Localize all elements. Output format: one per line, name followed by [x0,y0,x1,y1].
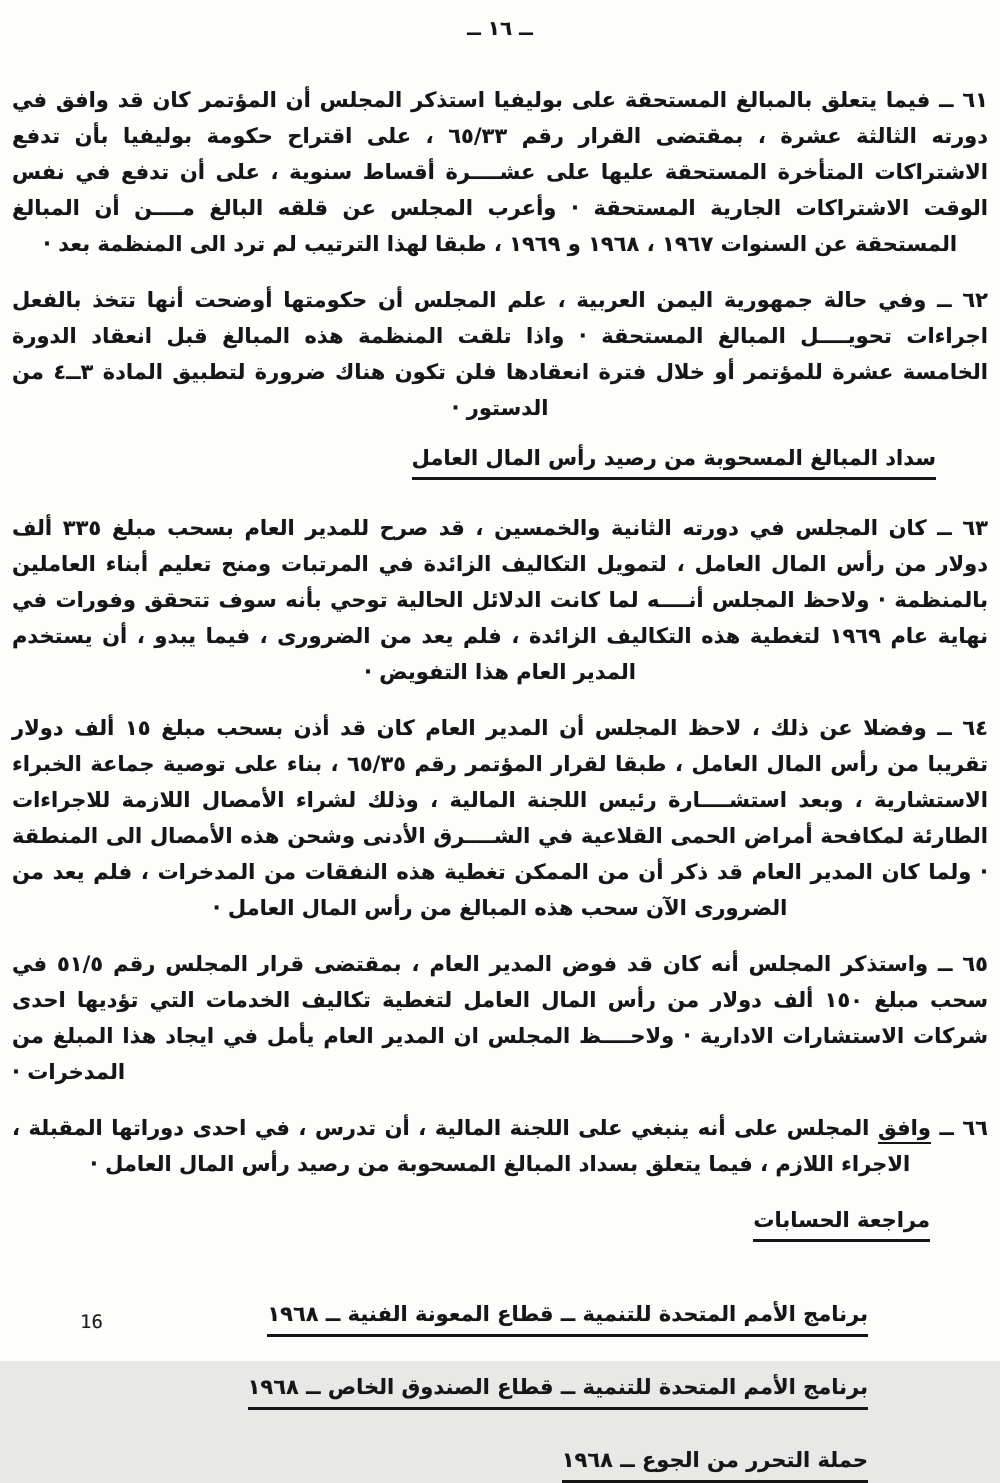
paragraph-66-number: ٦٦ ــ [930,1116,988,1140]
audit-item-undp-technical-assistance-text: برنامج الأمم المتحدة للتنمية ــ قطاع المعونة الفنية ــ ١٩٦٨ [267,1302,868,1337]
section-heading-working-capital [12,446,936,480]
section-heading-working-capital-text: سداد المبالغ المسحوبة من رصيد رأس المال العامل [412,446,936,480]
paragraph-66-underlined-word: وافق [878,1116,931,1144]
paragraph-66 [12,1110,988,1182]
audit-item-undp-technical-assistance [12,1302,868,1337]
audit-item-freedom-from-hunger-text: حملة التحرر من الجوع ــ ١٩٦٨ [562,1448,868,1483]
section-heading-audit [12,1208,930,1242]
audit-item-undp-special-fund [12,1375,868,1410]
audit-item-undp-special-fund-text: برنامج الأمم المتحدة للتنمية ــ قطاع الصندوق الخاص ــ ١٩٦٨ [248,1375,868,1410]
paragraph-65: ٦٥ ــ واستذكر المجلس أنه كان قد فوض المدير العام ، بمقتضى قرار المجلس رقم ٥‏/‏٥١ في سحب مبلغ ١٥٠ ألف دولار من رأس المال العامل لتغطية تكاليف الخدمات التي تؤديها احدى شركات الاستشارات الادارية · ولاحــــظ المجلس ان المدير العام يأمل في ايجاد هذا المبلغ من المدخرات · [12,952,988,1084]
paragraph-64: ٦٤ ــ وفضلا عن ذلك ، لاحظ المجلس أن المدير العام كان قد أذن بسحب مبلغ ١٥ ألف دولار تقريبا من رأس المال العامل ، طبقا لقرار المؤتمر رقم ٣٥‏/‏٦٥ ، بناء على توصية جماعة الخبراء الاستشارية ، وبعد استشــــارة رئيس اللجنة المالية ، وذلك لشراء الأمصال اللازمة للاجراءات الطارئة لمكافحة أمراض الحمى القلاعية في الشــــرق الأدنى وشحن هذه الأمصال الى المنطقة · ولما كان المدير العام قد ذكر أن من الممكن تغطية هذه النفقات من المدخرات ، فلم يعد من الضرورى الآن سحب هذه المبالغ من رأس المال العامل · [12,716,988,920]
audit-item-freedom-from-hunger [12,1448,868,1483]
page-number-header: ــ ١٦ ــ [467,16,533,40]
paragraph-66-rest: المجلس على أنه ينبغي على اللجنة المالية ، أن تدرس ، في احدى دوراتها المقبلة ، الاجراء اللازم ، فيما يتعلق بسداد المبالغ المسحوبة من رصيد رأس المال العامل · [12,1116,911,1176]
page-number-footer: 16 [80,1311,103,1333]
paragraph-63: ٦٣ ــ كان المجلس في دورته الثانية والخمسين ، قد صرح للمدير العام بسحب مبلغ ٣٣٥ ألف دولار من رأس المال العامل ، لتمويل التكاليف الزائدة في المرتبات ومنح تعليم أبناء العاملين بالمنظمة · ولاحظ المجلس أنــــه لما كانت الدلائل الحالية توحي بأنه سوف تتحقق وفورات في نهاية عام ١٩٦٩ لتغطية هذه التكاليف الزائدة ، فلم يعد من الضرورى ، فيما يبدو ، أن يستخدم المدير العام هذا التفويض · [12,516,989,684]
paragraph-62: ٦٢ ــ وفي حالة جمهورية اليمن العربية ، علم المجلس أن حكومتها أوضحت أنها تتخذ بالفعل اجراءات تحويــــل المبالغ المستحقة · واذا تلقت المنظمة هذه المبالغ قبل انعقاد الدورة الخامسة عشرة للمؤتمر أو خلال فترة انعقادها فلن تكون هناك ضرورة لتطبيق المادة ٣ــ٤ من الدستور · [12,288,988,420]
paragraph-61: ٦١ ــ فيما يتعلق بالمبالغ المستحقة على بوليفيا استذكر المجلس أن المؤتمر كان قد وافق في دورته الثالثة عشرة ، بمقتضى القرار رقم ٣٣‏/‏٦٥ ، على اقتراح حكومة بوليفيا بأن تدفع الاشتراكات المتأخرة المستحقة عليها على عشــــرة أقساط سنوية ، على أن تدفع في نفس الوقت الاشتراكات الجارية المستحقة · وأعرب المجلس عن قلقه البالغ مــــن أن المبالغ المستحقة عن السنوات ١٩٦٧ ، ١٩٦٨ و ١٩٦٩ ، طبقا لهذا الترتيب لم ترد الى المنظمة بعد · [12,88,988,256]
audit-program-list [12,1302,988,1483]
section-heading-audit-text: مراجعة الحسابات [753,1208,930,1242]
